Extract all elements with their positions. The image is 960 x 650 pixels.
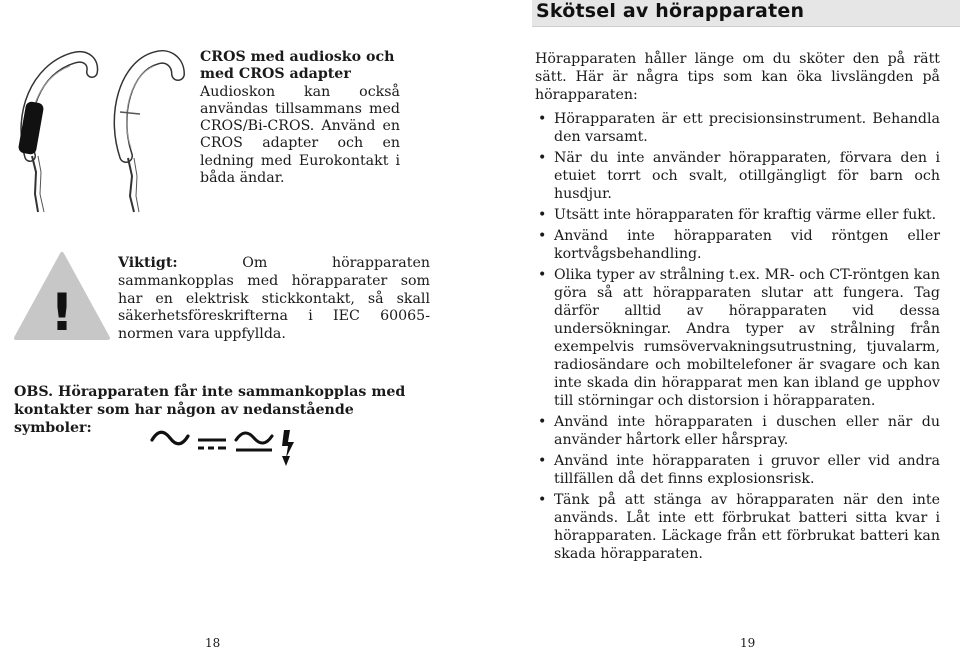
ac-dc-icon: [236, 433, 272, 450]
section-title: Skötsel av hörapparaten: [536, 0, 805, 22]
intro-paragraph: Hörapparaten håller länge om du sköter den på rätt sätt. Här är några tips som kan öka livslängden på hörapparaten:: [535, 51, 940, 103]
warning-text-block: [118, 255, 430, 344]
bullet-icon: •: [538, 492, 547, 508]
tip-text: Använd inte hörapparaten i duschen eller när du använder hårtork eller hårspray.: [554, 414, 940, 448]
warning-exclamation: !: [50, 283, 74, 342]
lightning-icon: [282, 430, 294, 466]
list-item: [535, 227, 940, 263]
dc-icon: [198, 440, 226, 448]
list-item: [535, 266, 940, 410]
cros-title-line-2: med CROS adapter: [200, 66, 351, 83]
bullet-icon: •: [538, 414, 547, 430]
tip-text: När du inte använder hörapparaten, förvara den i etuiet torrt och svalt, otillgängligt för barn och husdjur.: [554, 150, 940, 202]
warning-label: Viktigt:: [118, 255, 178, 271]
cros-title-line-1: CROS med audiosko och: [200, 49, 395, 65]
bullet-icon: •: [538, 150, 547, 166]
tip-text: Använd inte hörapparaten vid röntgen eller kortvågsbehandling.: [554, 228, 940, 262]
tip-text: Olika typer av strålning t.ex. MR- och CT-röntgen kan göra så att hörapparaten slutar att fungera. Tag därför alltid av hörapparaten vid dessa undersökningar. Andra typer av strålning från exempelvis rumsövervakningsutrustning, tjuvalarm, radiosändare och mobiltelefoner är svagare och kan inte skada din hörapparat men kan ibland ge upphov till störningar och distorsion i hörapparaten.: [554, 267, 940, 409]
bullet-icon: •: [538, 228, 547, 244]
warning-triangle-icon: [12, 250, 112, 342]
cros-section-title: [200, 49, 400, 84]
page-number-right: 19: [740, 636, 756, 650]
list-item: [535, 206, 940, 224]
bullet-icon: •: [538, 207, 547, 223]
list-item: [535, 452, 940, 488]
obs-note: OBS. Hörapparaten får inte sammankopplas med kontakter som har någon av nedanstående symboler:: [14, 384, 406, 436]
tip-text: Utsätt inte hörapparaten för kraftig värme eller fukt.: [554, 207, 937, 223]
list-item: [535, 413, 940, 449]
list-item: [535, 491, 940, 563]
tip-text: Använd inte hörapparaten i gruvor eller vid andra tillfällen då det finns explosionsrisk.: [554, 453, 940, 487]
bullet-icon: •: [538, 453, 547, 469]
cros-section: [200, 49, 400, 187]
list-item: [535, 110, 940, 146]
bullet-icon: •: [538, 111, 547, 127]
cros-section-body: Audioskon kan också användas tillsammans med CROS/Bi-CROS. Använd en CROS adapter och en ledning med Eurokontakt i båda ändar.: [200, 83, 400, 187]
bullet-icon: •: [538, 267, 547, 283]
right-page: [480, 0, 960, 650]
list-item: [535, 149, 940, 203]
page-number-left: 18: [205, 636, 221, 650]
warning-text: Om hörapparaten sammankopplas med hörapparater som har en elektrisk stickkontakt, så skall säkerhetsföreskrifterna i IEC 60065-normen vara uppfyllda.: [118, 255, 430, 343]
tip-text: Hörapparaten är ett precisionsinstrument. Behandla den varsamt.: [554, 111, 940, 145]
hearing-aids-cros-illustration: [8, 44, 188, 214]
care-tips-list: [535, 110, 940, 566]
ac-tilde-icon: [152, 432, 188, 444]
forbidden-connector-symbols: [150, 428, 300, 468]
tip-text: Tänk på att stänga av hörapparaten när den inte används. Låt inte ett förbrukat batteri sitta kvar i hörapparaten. Läckage från ett förbrukat batteri kan skada hörapparaten.: [554, 492, 940, 562]
